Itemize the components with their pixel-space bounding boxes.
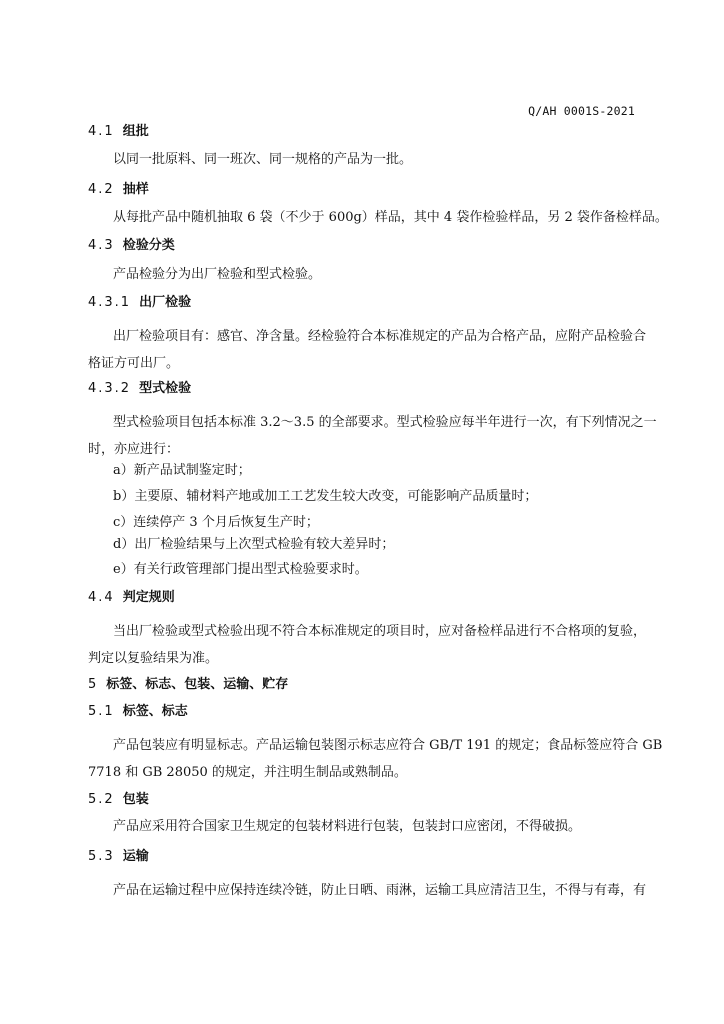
paragraph-line: 型式检验项目包括本标准 3.2～3.5 的全部要求。型式检验应每半年进行一次，有下列情况之一 (113, 415, 657, 430)
list-item: d）出厂检验结果与上次型式检验有较大差异时； (113, 537, 395, 552)
section-title: 型式检验 (139, 381, 192, 396)
paragraph-line: 出厂检验项目有：感官、净含量。经检验符合本标准规定的产品为合格产品，应附产品检验合 (113, 329, 647, 344)
paragraph-5-2: 产品应采用符合国家卫生规定的包装材料进行包装，包装封口应密闭，不得破损。 (113, 819, 582, 834)
list-item: c）连续停产 3 个月后恢复生产时； (113, 515, 319, 530)
paragraph-4-3-1 (88, 329, 647, 372)
section-number: 4.3 (88, 238, 115, 253)
paragraph-line: 时，亦应进行： (88, 442, 180, 457)
paragraph-line: 产品在运输过程中应保持连续冷链，防止日晒、雨淋，运输工具应清洁卫生，不得与有毒，有 (113, 883, 647, 898)
paragraph-4-1: 以同一批原料、同一班次、同一规格的产品为一批。 (113, 152, 413, 167)
section-title: 检验分类 (122, 238, 175, 253)
section-heading-4-3 (88, 238, 175, 254)
paragraph-4-3-2 (88, 415, 657, 458)
section-number: 4.3.1 (88, 295, 132, 310)
paragraph-line: 产品包装应有明显标志。产品运输包装图示标志应符合 GB/T 191 的规定；食品标签应符合 GB (113, 738, 663, 753)
section-heading-5-1 (88, 704, 188, 720)
paragraph-4-3: 产品检验分为出厂检验和型式检验。 (113, 267, 322, 282)
section-title: 标签、标志 (122, 704, 188, 719)
list-item: a）新产品试制鉴定时； (113, 463, 251, 478)
section-title: 包装 (122, 792, 149, 807)
section-heading-4-1 (88, 124, 149, 140)
section-heading-4-3-2 (88, 381, 191, 397)
section-number: 4.4 (88, 590, 115, 605)
section-heading-4-4 (88, 590, 175, 606)
paragraph-line: 7718 和 GB 28050 的规定，并注明生制品或熟制品。 (88, 765, 407, 780)
section-number: 5.1 (88, 704, 115, 719)
section-heading-4-3-1 (88, 295, 191, 311)
section-number: 4.3.2 (88, 381, 132, 396)
paragraph-line: 当出厂检验或型式检验出现不符合本标准规定的项目时，应对备检样品进行不合格项的复验， (113, 624, 647, 639)
section-heading-5-3 (88, 849, 149, 865)
section-title: 组批 (122, 124, 149, 139)
paragraph-line: 判定以复验结果为准。 (88, 651, 219, 666)
section-number: 4.1 (88, 124, 115, 139)
paragraph-5-1 (88, 738, 663, 781)
section-title: 标签、标志、包装、运输、贮存 (106, 677, 289, 692)
paragraph-5-3 (88, 883, 647, 899)
section-number: 5 (88, 677, 99, 692)
section-number: 4.2 (88, 182, 115, 197)
paragraph-line: 格证方可出厂。 (88, 356, 180, 371)
section-heading-5-2 (88, 792, 149, 808)
list-item: e）有关行政管理部门提出型式检验要求时。 (113, 562, 368, 577)
paragraph-4-4 (88, 624, 647, 667)
section-title: 出厂检验 (139, 295, 192, 310)
section-heading-5 (88, 677, 288, 693)
section-number: 5.2 (88, 792, 115, 807)
paragraph-4-2: 从每批产品中随机抽取 6 袋（不少于 600g）样品，其中 4 袋作检验样品，另 2 袋作备检样品。 (113, 210, 668, 225)
section-title: 运输 (122, 849, 149, 864)
section-heading-4-2 (88, 182, 149, 198)
list-item: b）主要原、辅材料产地或加工工艺发生较大改变，可能影响产品质量时； (113, 489, 538, 504)
section-number: 5.3 (88, 849, 115, 864)
document-code: Q/AH 0001S-2021 (528, 104, 635, 118)
section-title: 抽样 (122, 182, 149, 197)
section-title: 判定规则 (122, 590, 175, 605)
